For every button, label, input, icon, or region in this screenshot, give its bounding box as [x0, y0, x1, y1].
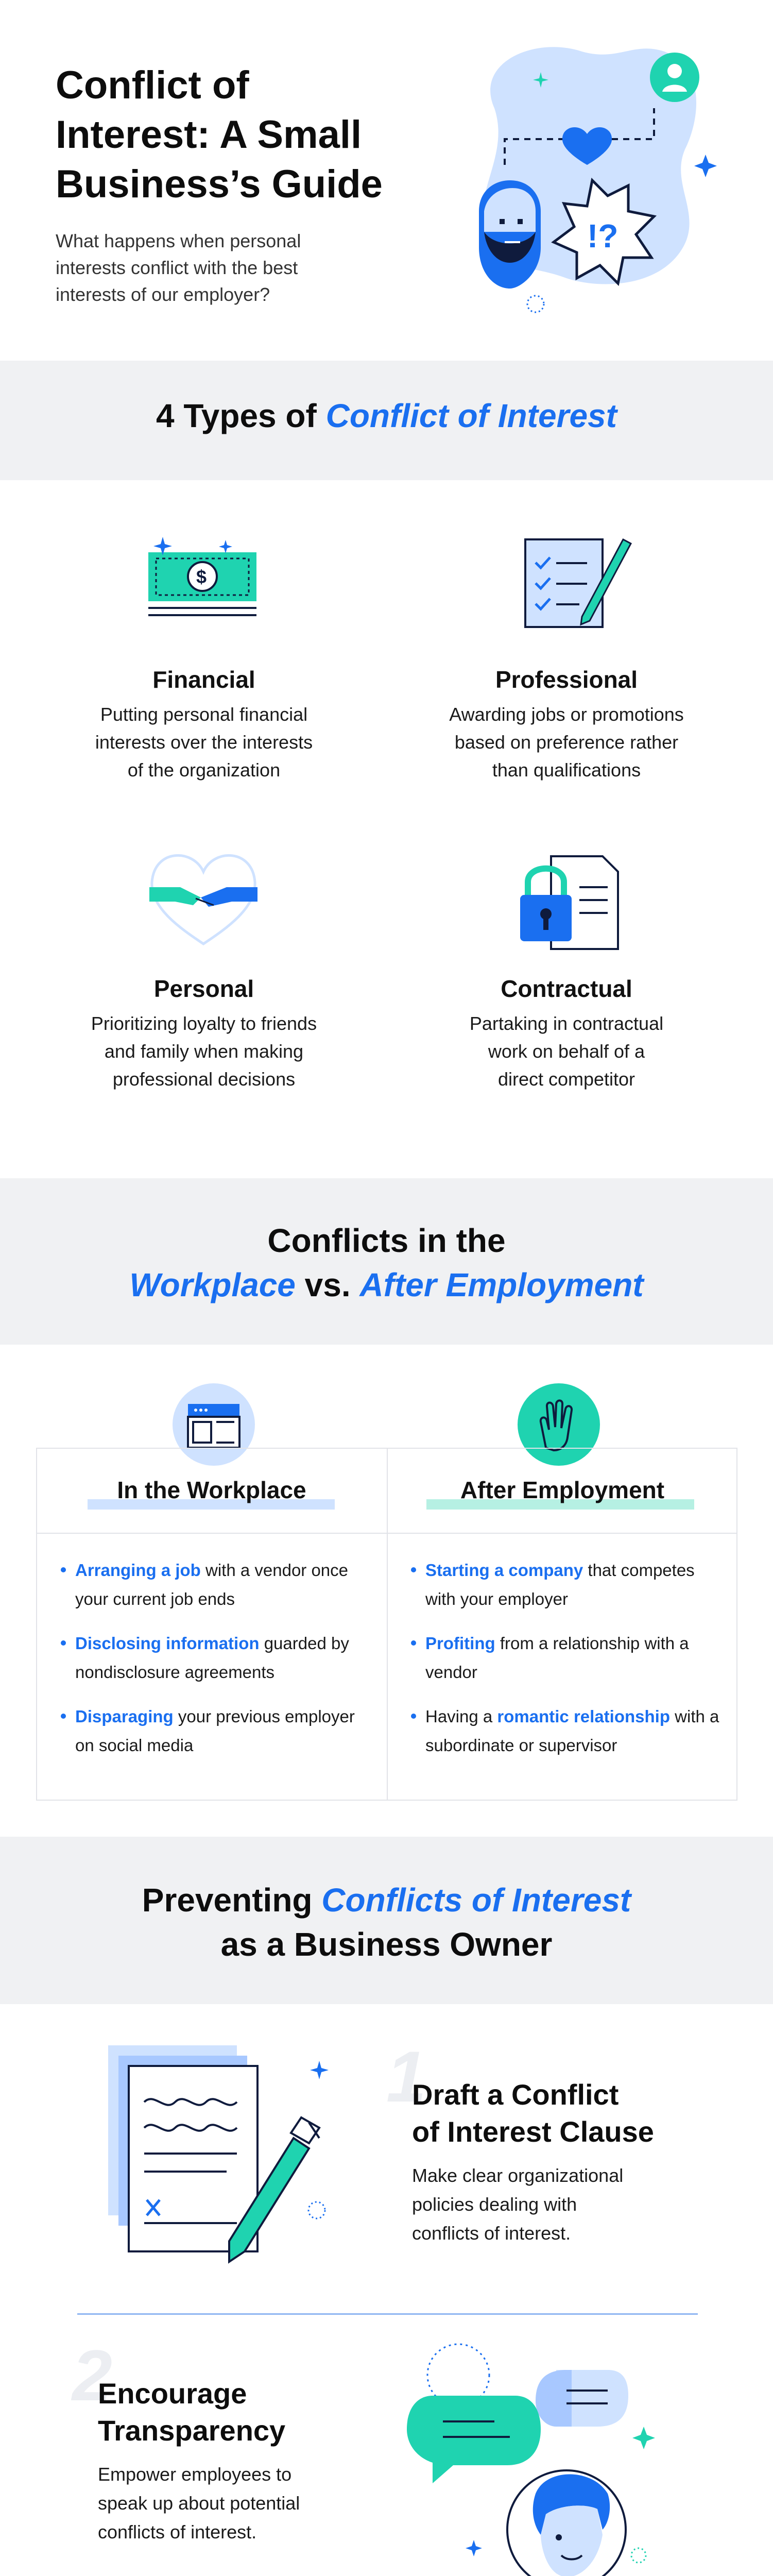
type-desc-line: professional decisions: [112, 1069, 296, 1090]
compare-heading-line2: [0, 1263, 773, 1307]
compare-heading-band: [0, 1178, 773, 1345]
col-title-after-employment: After Employment: [460, 1477, 665, 1503]
hero-title-line: Business’s Guide: [56, 162, 383, 206]
step-desc-line: conflicts of interest.: [412, 2223, 571, 2244]
step-number: 1: [386, 2036, 426, 2117]
step-title-line: Encourage: [98, 2377, 247, 2410]
step-desc-line: conflicts of interest.: [98, 2521, 257, 2543]
prevent-heading-band: [0, 1837, 773, 2004]
after-employment-list: [407, 1556, 726, 1775]
type-desc-line: Putting personal financial: [100, 704, 308, 725]
step-desc-line: speak up about potential: [98, 2493, 300, 2514]
prevent-heading-line1: [0, 1878, 773, 1922]
step-desc: [412, 2161, 623, 2248]
step-divider: [77, 2313, 698, 2315]
step-desc-line: Make clear organizational: [412, 2165, 624, 2186]
type-desc-professional: [407, 701, 726, 784]
type-title-financial: Financial: [152, 666, 255, 693]
type-desc-contractual: [407, 1010, 726, 1093]
hero-title: [56, 61, 447, 209]
step-desc-line: policies dealing with: [412, 2194, 577, 2215]
type-desc-line: Awarding jobs or promotions: [449, 704, 684, 725]
type-desc-line: direct competitor: [497, 1069, 635, 1090]
list-item-text: with a vendor once your current job ends: [75, 1561, 349, 1608]
list-item: [407, 1556, 726, 1614]
type-desc-line: based on preference rather: [454, 732, 679, 753]
hero-subtitle-line: interests of our employer?: [56, 284, 270, 305]
list-item-bold: Disparaging: [75, 1707, 174, 1726]
list-item: [57, 1556, 376, 1614]
prevent-heading-accent: Conflicts of Interest: [321, 1882, 631, 1919]
type-desc-financial: [44, 701, 364, 784]
step-title-line: Draft a Conflict: [412, 2078, 619, 2111]
list-item-bold: romantic relationship: [497, 1707, 670, 1726]
handshake-heart-icon: [144, 841, 263, 949]
step-title: [412, 2076, 654, 2150]
list-item-text: Having a: [425, 1707, 497, 1726]
type-desc-line: of the organization: [127, 759, 281, 781]
type-desc-line: Prioritizing loyalty to friends: [91, 1013, 317, 1034]
hero-title-line: Interest: A Small: [56, 113, 362, 157]
prevent-section: [0, 2004, 773, 2576]
hero-subtitle-line: interests conflict with the best: [56, 257, 298, 278]
compare-heading-accent: After Employment: [359, 1266, 644, 1303]
step-title: [98, 2375, 285, 2449]
step-number: 2: [72, 2335, 112, 2416]
type-desc-personal: [44, 1010, 364, 1093]
list-item-text: guarded by nondisclosure agreements: [75, 1634, 349, 1682]
bearded-man-icon: [479, 180, 541, 289]
type-desc-line: and family when making: [104, 1041, 304, 1062]
compare-table-horizontal-divider: [36, 1533, 737, 1534]
compare-heading-vs: vs.: [295, 1266, 360, 1303]
workplace-list: [57, 1556, 376, 1775]
hero-title-line: Conflict of: [56, 63, 249, 107]
type-desc-line: work on behalf of a: [488, 1041, 645, 1062]
types-heading-band: [0, 361, 773, 480]
checklist-icon: [520, 529, 633, 632]
list-item: [407, 1702, 726, 1760]
list-item-bold: Arranging a job: [75, 1561, 201, 1580]
list-item-bold: Starting a company: [425, 1561, 583, 1580]
step-desc-line: Empower employees to: [98, 2464, 292, 2485]
step-desc: [98, 2460, 300, 2547]
list-item: [407, 1629, 726, 1687]
type-desc-line: than qualifications: [492, 759, 641, 781]
dotted-circle-icon: [527, 296, 544, 312]
type-title-personal: Personal: [153, 975, 254, 1002]
list-item-text: that competes with your employer: [425, 1561, 695, 1608]
list-item-text: your previous employer on social media: [75, 1707, 355, 1755]
list-item-text: with a subordinate or supervisor: [425, 1707, 719, 1755]
hero-subtitle: [56, 228, 385, 308]
list-item: [57, 1702, 376, 1760]
prevent-heading-plain: Preventing: [142, 1882, 322, 1919]
burst-text: !?: [587, 217, 619, 255]
compare-section: [0, 1345, 773, 1837]
hero-subtitle-line: What happens when personal: [56, 230, 301, 251]
types-grid: [0, 480, 773, 1178]
hero-section: [0, 0, 773, 361]
prevent-heading-line2: as a Business Owner: [220, 1926, 553, 1963]
types-heading-plain: 4 Types of: [156, 397, 326, 434]
type-desc-line: Partaking in contractual: [469, 1013, 664, 1034]
list-item-text: from a relationship with a vendor: [425, 1634, 689, 1682]
type-title-professional: Professional: [495, 666, 638, 693]
prevent-heading: [0, 1878, 773, 1967]
step-title-line: Transparency: [98, 2414, 286, 2447]
compare-heading-accent: Workplace: [129, 1266, 296, 1303]
type-desc-line: interests over the interests: [95, 732, 313, 753]
list-item-bold: Profiting: [425, 1634, 495, 1653]
hero-illustration: [463, 31, 731, 319]
money-icon: [143, 537, 262, 619]
sparkle-icon: [694, 155, 717, 177]
compare-heading: [0, 1218, 773, 1307]
compare-heading-line1: Conflicts in the: [267, 1222, 506, 1259]
list-item-bold: Disclosing information: [75, 1634, 260, 1653]
types-heading: [0, 397, 773, 435]
type-title-contractual: Contractual: [501, 975, 632, 1002]
types-heading-accent: Conflict of Interest: [325, 397, 617, 434]
list-item: [57, 1629, 376, 1687]
lock-document-icon: [515, 851, 628, 954]
svg-text:$: $: [196, 566, 207, 587]
conversation-bubbles-icon: [391, 2339, 680, 2576]
contract-document-icon: [98, 2045, 335, 2293]
step-title-line: of Interest Clause: [412, 2115, 654, 2148]
col-title-workplace: In the Workplace: [117, 1477, 306, 1503]
